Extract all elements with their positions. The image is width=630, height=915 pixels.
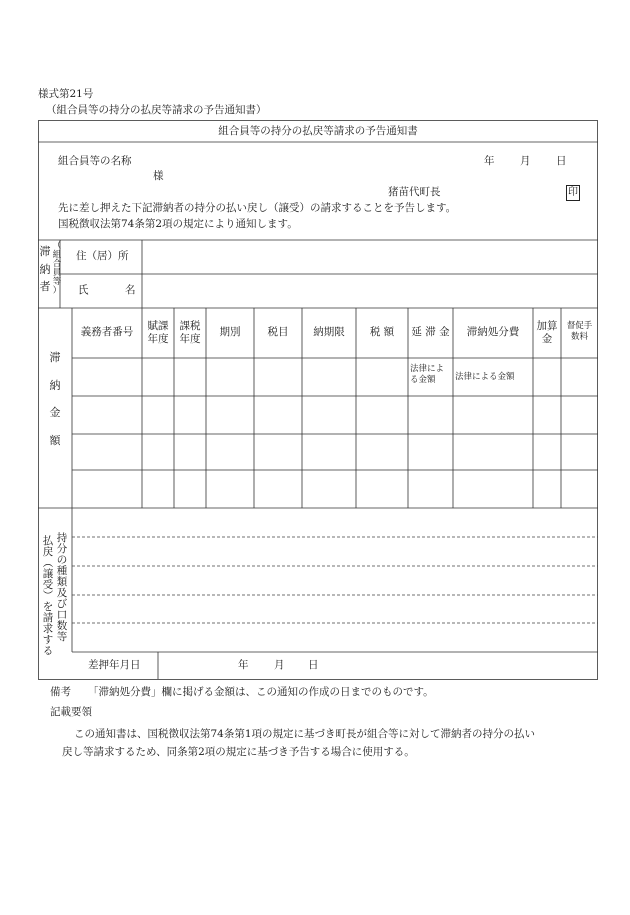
notice-date-year: 年: [484, 155, 495, 167]
seizure-date-year: 年: [238, 659, 249, 671]
addressee-label: 組合員等の名称: [58, 155, 132, 167]
share-label-char: る: [42, 645, 54, 658]
col-header-delinquency: 延 滞 金: [411, 326, 450, 338]
delinquency-note: 法律によ る金額: [410, 364, 445, 385]
notice-body-line1: 先に差し押えた下記滞納者の持分の払い戻し（譲受）の請求することを予告します。: [58, 202, 457, 214]
seizure-date-day: 日: [308, 659, 319, 671]
disposal-fee-note: 法律による金額: [455, 372, 515, 382]
instructions-line1: この通知書は、国税徴収法第74条第1項の規定に基づき町長が組合等に対して滞納者の持分の払い: [74, 728, 536, 740]
instructions-line2: 戻し等請求するため、同条第2項の規定に基づき予告する場合に使用する。: [62, 746, 415, 758]
col-header-disposal-fee: 滞納処分費: [466, 326, 520, 338]
col-header-due-date: 納期限: [313, 326, 345, 338]
share-label-char: び: [56, 598, 68, 611]
col-header-reminder-fee: 督促手 数料: [566, 321, 593, 342]
share-label-char: ︶: [42, 590, 54, 603]
col-header-tax-item: 税目: [267, 326, 289, 338]
member-paren-char: 等: [52, 276, 62, 287]
notice-body-line2: 国税徴収法第74条第2項の規定により通知します。: [58, 218, 298, 230]
form-subtitle: （組合員等の持分の払戻等請求の予告通知書）: [46, 104, 267, 116]
arrears-label-char: 滞: [49, 351, 61, 364]
share-label-char: 口: [56, 609, 68, 622]
seizure-date-month: 月: [274, 659, 285, 671]
notice-title: 組合員等の持分の払戻等請求の予告通知書: [218, 125, 418, 137]
share-side-label-col2: [55, 533, 69, 643]
share-label-char: す: [42, 634, 54, 647]
share-label-char: 種: [56, 565, 68, 578]
share-label-char: 及: [56, 587, 68, 600]
share-label-char: 類: [56, 576, 68, 589]
share-label-char: 譲: [42, 568, 54, 581]
col-header-tax-year: 課税 年度: [179, 320, 201, 345]
share-side-label-col1: [41, 536, 55, 657]
share-label-char: の: [56, 554, 68, 567]
arrears-label-char: 金: [49, 406, 61, 420]
share-label-char: 数: [56, 620, 68, 633]
share-label-char: 分: [56, 543, 68, 556]
remarks-label: 備考: [50, 686, 71, 698]
share-label-char: 等: [56, 631, 68, 644]
arrears-label-char: 額: [49, 433, 61, 447]
share-label-char: 求: [42, 623, 54, 636]
seizure-date-label: 差押年月日: [88, 659, 141, 671]
instructions-heading: 記載要領: [50, 706, 92, 718]
member-side-label: [38, 246, 52, 293]
address-label: 住（居）所: [76, 250, 129, 262]
remarks-text: 「滞納処分費」欄に掲げる金額は、この通知の作成の日までのものです。: [88, 686, 434, 698]
notice-date-day: 日: [556, 155, 567, 167]
name-label-b: 名: [125, 284, 136, 296]
issuer-name: 猪苗代町長: [388, 186, 441, 198]
member-side-label-paren: [51, 242, 63, 296]
seal-stamp: 印: [566, 185, 580, 201]
notice-date-month: 月: [520, 155, 531, 167]
share-label-char: を: [42, 601, 54, 614]
share-label-char: 請: [42, 612, 54, 625]
form-number: 様式第21号: [38, 88, 94, 100]
col-header-assess-year: 賦課 年度: [147, 320, 169, 345]
share-label-char: 持: [56, 532, 68, 544]
member-label-char: 者: [39, 280, 51, 294]
member-paren-char: 組: [52, 249, 62, 260]
share-label-char: 受: [42, 579, 54, 592]
col-header-obligor-no: 義務者番号: [80, 326, 134, 338]
col-header-tax-amount: 税 額: [369, 326, 395, 338]
share-label-char: ︵: [42, 557, 54, 570]
member-label-char: 滞: [39, 245, 51, 258]
share-label-char: 払: [42, 535, 54, 547]
member-paren-char: 員: [52, 267, 62, 278]
honorific-sama: 様: [153, 170, 164, 182]
share-label-char: 戻: [42, 546, 54, 559]
member-paren-char: 合: [52, 258, 62, 269]
arrears-side-label: [46, 352, 64, 446]
name-label-a: 氏: [78, 284, 89, 296]
member-paren-char: （: [52, 241, 62, 251]
arrears-label-char: 納: [49, 378, 61, 392]
col-header-period: 期別: [219, 326, 241, 338]
member-paren-char: ）: [52, 285, 62, 296]
col-header-surcharge: 加算 金: [536, 320, 558, 345]
member-label-char: 納: [39, 262, 51, 276]
